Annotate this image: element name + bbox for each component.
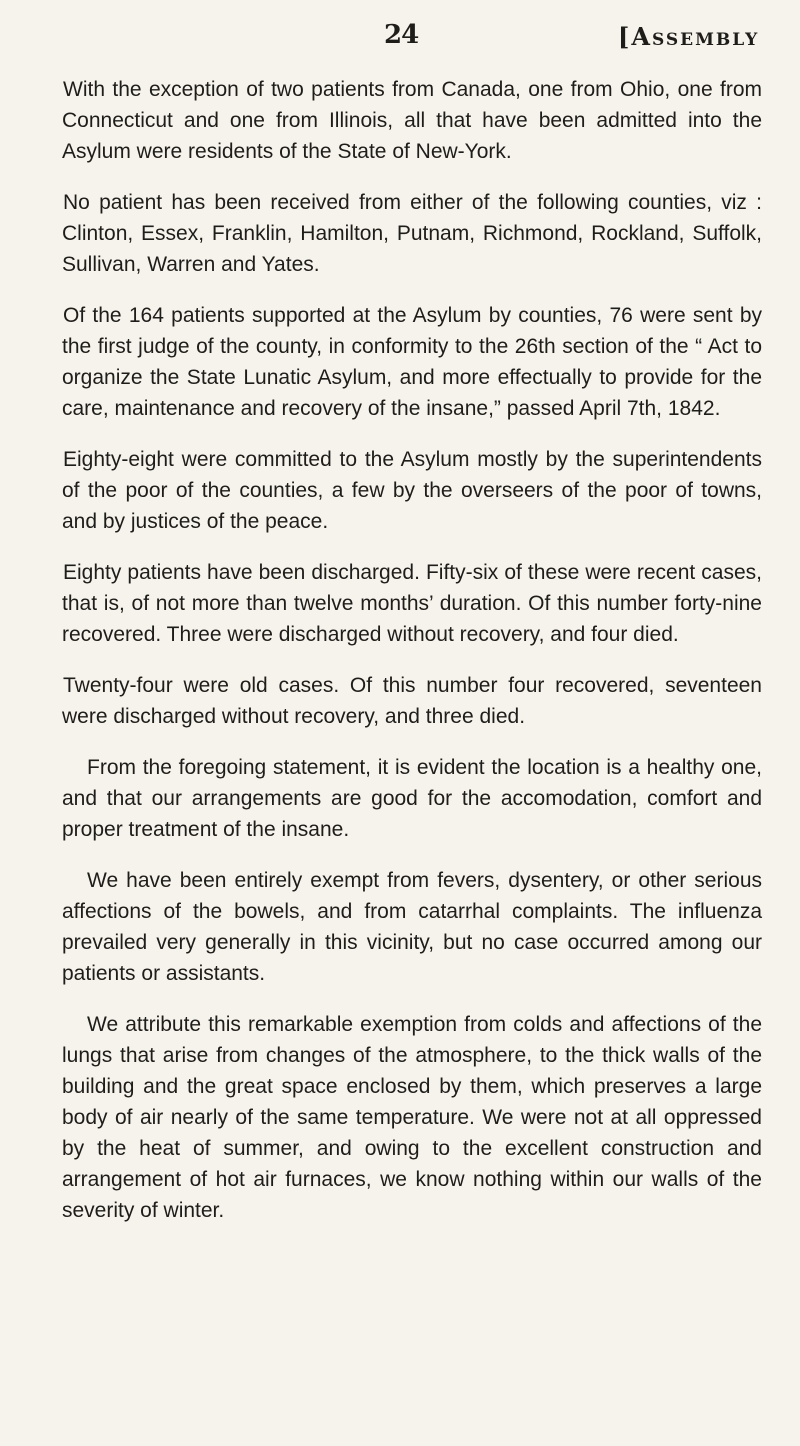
paragraph-attribute-exemption: We attribute this remarkable exemption from colds and affections of the lungs that arise from changes of the atmosphere, to the thick walls of the building and the great space enclosed by them, which preserves a large body of air nearly of the same temperature. We were not at all oppressed by the heat of summer, and owing to the excellent construction and arrangement of hot air furnaces, we know nothing within our walls of the severity of winter. bbox=[62, 1013, 762, 1222]
page-header bbox=[0, 18, 800, 58]
paragraph-discharged: Eighty patients have been discharged. Fifty-six of these were recent cases, that is, of not more than twelve months’ duration. Of this number forty-nine recovered. Three were discharged without recovery, and four died. bbox=[62, 561, 762, 646]
paragraph-patients-supported: Of the 164 patients supported at the Asylum by counties, 76 were sent by the first judge of the county, in conformity to the 26th section of the “ Act to organize the State Lunatic Asylum, and more effectually to provide for the care, maintenance and recovery of the insane,” passed April 7th, 1842. bbox=[62, 304, 762, 420]
body-text bbox=[62, 74, 762, 1246]
paragraph-exempt-fevers: We have been entirely exempt from fevers, dysentery, or other serious affections of the bowels, and from catarrhal complaints. The influenza prevailed very generally in this vicinity, but no case occurred among our patients or assistants. bbox=[62, 869, 762, 985]
paragraph-committed: Eighty-eight were committed to the Asylum mostly by the superintendents of the poor of the counties, a few by the overseers of the poor of towns, and by justices of the peace. bbox=[62, 448, 762, 533]
paragraph-exception-patients: With the exception of two patients from Canada, one from Ohio, one from Connecticut and one from Illinois, all that have been admitted into the Asylum were residents of the State of New-York. bbox=[62, 78, 762, 163]
paragraph-counties-no-patients: No patient has been received from either of the following counties, viz : Clinton, Essex, Franklin, Hamilton, Putnam, Richmond, Rockland, Suffolk, Sullivan, Warren and Yates. bbox=[62, 191, 762, 276]
paragraph-old-cases: Twenty-four were old cases. Of this number four recovered, seventeen were discharged without recovery, and three died. bbox=[62, 674, 762, 728]
page-number: 24 bbox=[384, 20, 419, 50]
running-head: [Assembly bbox=[618, 22, 760, 51]
paragraph-location-healthy: From the foregoing statement, it is evident the location is a healthy one, and that our arrangements are good for the accomodation, comfort and proper treatment of the insane. bbox=[62, 756, 762, 841]
